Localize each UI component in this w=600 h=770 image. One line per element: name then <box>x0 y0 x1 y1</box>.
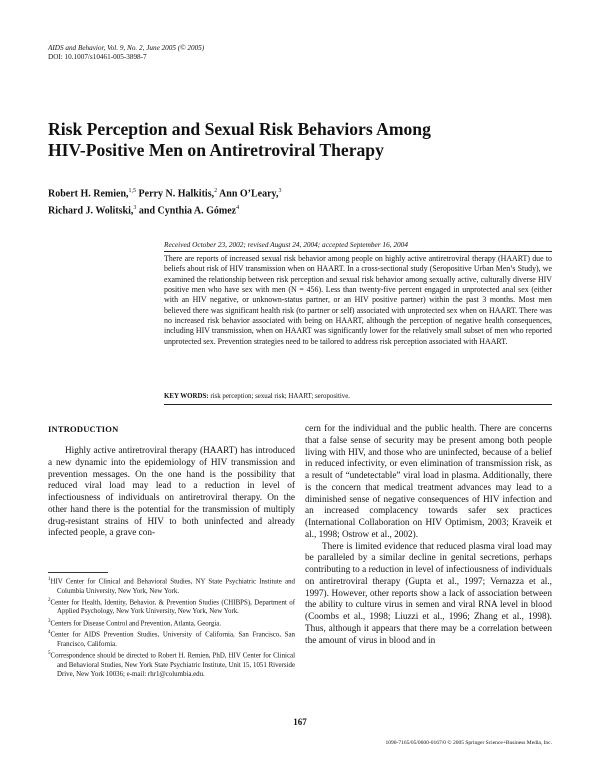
footnote <box>48 575 295 596</box>
affiliation-mark: 2 <box>214 188 218 194</box>
authors-line-1 <box>48 184 568 201</box>
author-halkitis: Perry N. Halkitis, <box>136 188 215 200</box>
footnote-mark: 2 <box>48 597 51 603</box>
affiliation-mark: 1,5 <box>128 188 137 194</box>
doi: DOI: 10.1007/s10461-005-3898-7 <box>48 53 147 61</box>
footnote <box>48 628 295 649</box>
affiliation-mark: 4 <box>236 205 240 212</box>
author-wolitski: Richard J. Wolitski, <box>48 205 134 217</box>
footnote-rule <box>48 572 108 573</box>
footnote-mark: 3 <box>48 618 51 624</box>
authors-line-2 <box>48 201 568 218</box>
footnote <box>48 596 295 617</box>
abstract-bottom-rule <box>164 404 552 405</box>
keywords-text: risk perception; sexual risk; HAART; seropositive. <box>208 393 351 400</box>
abstract: There are reports of increased sexual risk behavior among people on highly active antiretroviral therapy (HAART) due to beliefs about risk of HIV transmission when on HAART. In a cross-sectional study (Seropositive Urban Men’s Study), we examined the relationship between risk perception and sexual risk behavior among sexually active, culturally diverse HIV positive men who have sex with men (N = 456). Less than twenty-five percent engaged in unprotected anal sex (either with an HIV negative, or unknown-status partner, or an HIV positive partner) within the past 3 months. Most men believed there was significant health risk (to partner or self) associated with unprotected sex when on HAART. There was no increased risk behavior associated with being on HAART, although the perception of negative health consequences, including HIV transmission, when on HAART was significantly lower for the relatively small subset of men who reported unprotected sex. Prevention strategies need to be tailored to address risk perception associated with HAART. <box>164 254 552 346</box>
author-remien: Robert H. Remien, <box>48 188 129 200</box>
footnote-mark: 1 <box>48 577 51 582</box>
footnote <box>48 649 295 679</box>
article-title <box>48 119 568 161</box>
affiliation-mark: 3 <box>133 205 137 212</box>
author-oleary: Ann O’Leary, <box>217 188 279 200</box>
page-number: 167 <box>293 717 307 727</box>
journal-citation: AIDS and Behavior, Vol. 9, No. 2, June 2005 (© 2005) <box>48 44 205 52</box>
copyright-line: 1090-7165/05/0600-0167/0 © 2005 Springer Science+Business Media, Inc. <box>385 740 552 746</box>
section-heading-introduction: INTRODUCTION <box>48 424 119 434</box>
footnote-mark: 4 <box>48 630 51 636</box>
intro-paragraph-1: Highly active antiretroviral therapy (HAART) has introduced a new dynamic into the epidemiology of HIV transmission and prevention messages. On the one hand is the possibility that reduced viral load may lead to a reduction in level of infectiousness of individuals on antiretroviral therapy. On the other hand there is the potential for the transmission of multiply drug-resistant strains of HIV to both uninfected and already infected people, a grave con- <box>48 446 295 539</box>
received-dates: Received October 23, 2002; revised August 24, 2004; accepted September 16, 2004 <box>164 240 408 249</box>
author-list <box>48 184 568 219</box>
title-line-1: Risk Perception and Sexual Risk Behaviors Among <box>48 119 431 139</box>
footnote-text: Centers for Disease Control and Prevention, Atlanta, Georgia. <box>50 620 222 628</box>
footnote-text: Correspondence should be directed to Robert H. Remien, PhD, HIV Center for Clinical and Behavioral Studies, New York State Psychiatric Institute, Unit 15, 1051 Riverside Drive, New York 10036; e-mail: rhr1@columbia.edu. <box>50 652 295 679</box>
footnote-text: HIV Center for Clinical and Behavioral Studies, NY State Psychiatric Institute and Columbia University, New York, New York. <box>50 578 295 595</box>
footnote-mark: 5 <box>48 651 51 657</box>
footnotes <box>48 575 295 679</box>
intro-paragraph-2: There is limited evidence that reduced plasma viral load may be paralleled by a similar decline in genital secretions, perhaps contributing to a reduction in level of infectiousness of individuals on antiretroviral therapy (Gupta et al., 1997; Vernazza et al., 1997). However, other reports show a lack of association between the ability to culture virus in semen and viral RNA level in blood (Coombs et al., 1998; Liuzzi et al., 1996; Zhang et al., 1998). Thus, although it appears that there may be a correlation between the amount of virus in blood and in <box>305 541 552 646</box>
footnote-text: Center for Health, Identity, Behavior, & Prevention Studies (CHIBPS), Department of Applied Psychology, New York University, New York, New York. <box>50 599 295 616</box>
affiliation-mark: 3 <box>278 188 282 194</box>
intro-paragraph-1-continued: cern for the individual and the public health. There are concerns that a false sense of security may be present among both people living with HIV, and those who are uninfected, because of a belief in reduced infectivity, or even elimination of transmission risk, as a result of “undetectable” viral load in plasma. Additionally, there is the concern that medical treatment advances may lead to a diminished sense of negative consequences of HIV infection and an increased complacency towards safer sex practices (International Collaboration on HIV Optimism, 2003; Kraveik et al., 1998; Ostrow et al., 2002). <box>305 424 552 540</box>
footnote <box>48 617 295 629</box>
right-column <box>305 424 552 647</box>
left-column <box>48 446 295 540</box>
title-line-2: HIV-Positive Men on Antiretroviral Therapy <box>48 140 384 160</box>
author-gomez: and Cynthia A. Gómez <box>136 205 237 217</box>
footnote-text: Center for AIDS Prevention Studies, University of California, San Francisco, San Francisco, California. <box>50 631 295 648</box>
keywords <box>164 392 552 401</box>
keywords-label: KEY WORDS: <box>164 393 209 400</box>
abstract-top-rule <box>164 251 552 252</box>
